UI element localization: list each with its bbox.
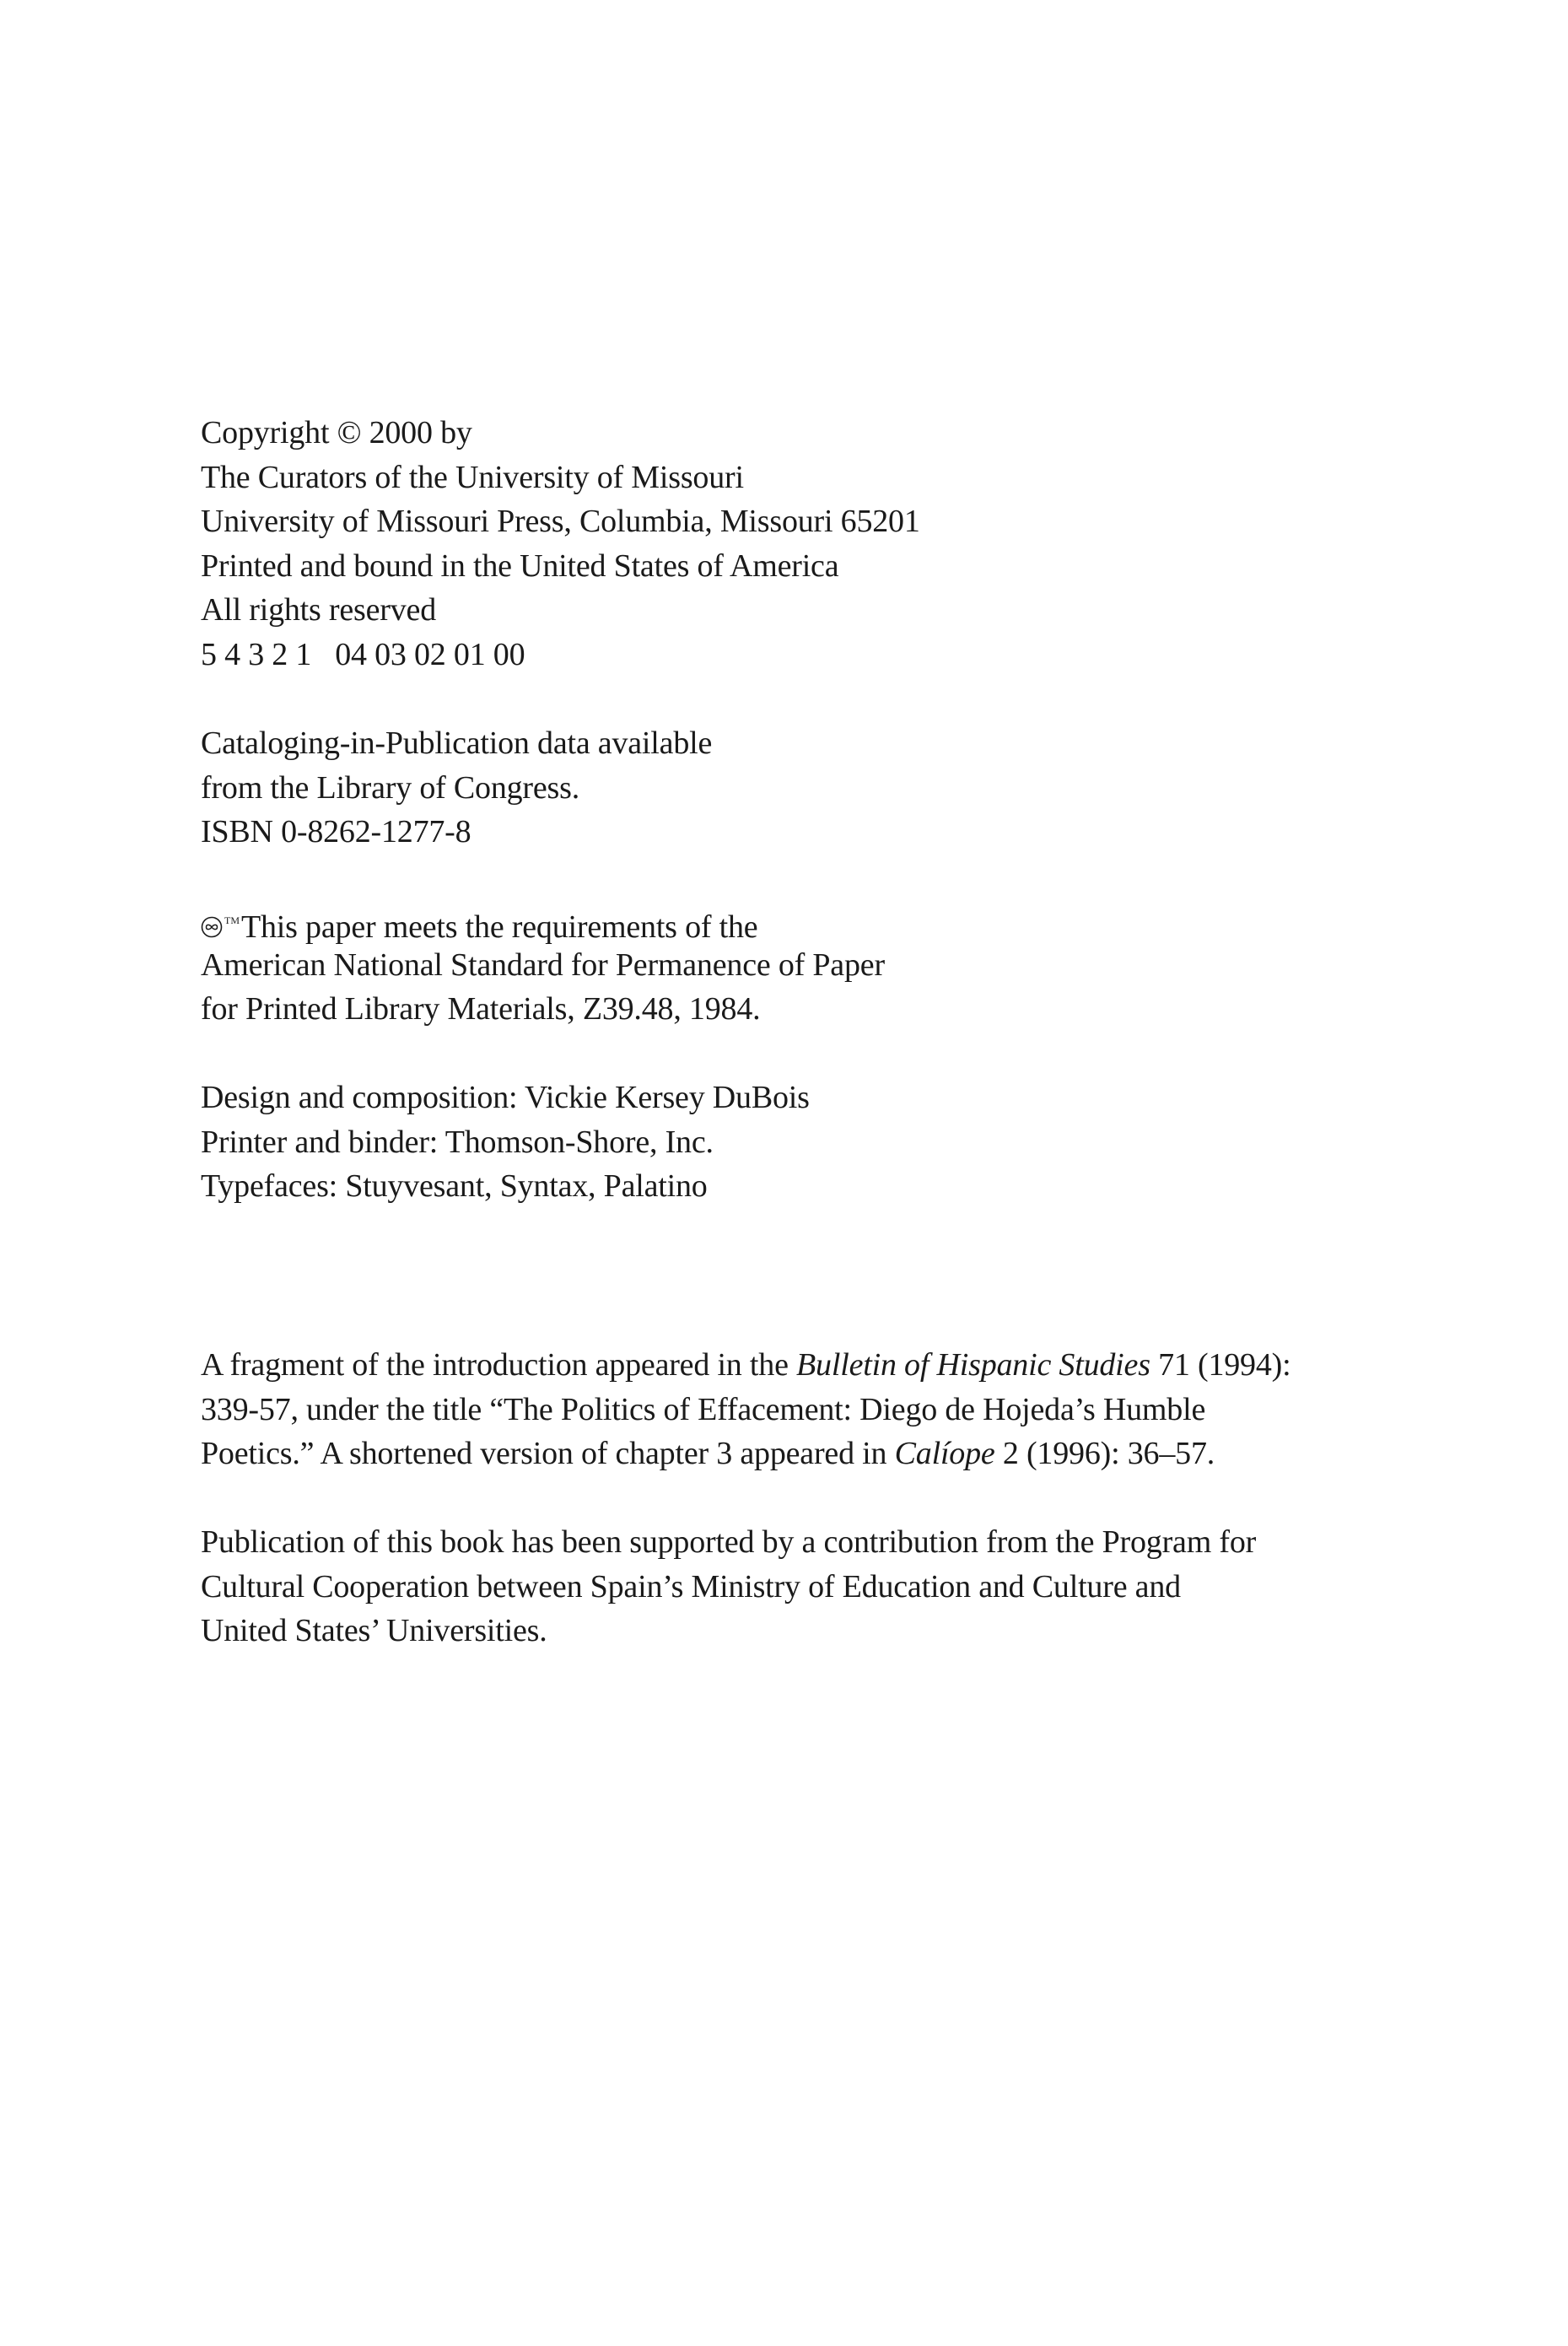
paper-line-1: [201, 898, 885, 943]
fragment-line-1: [201, 1343, 1291, 1388]
copyright-block: [201, 411, 920, 677]
support-line-2: Cultural Cooperation between Spain’s Ministry of Education and Culture and: [201, 1568, 1181, 1604]
fragment-line-2: 339-57, under the title “The Politics of Effacement: Diego de Hojeda’s Humble: [201, 1391, 1206, 1427]
cip-line-2: from the Library of Congress.: [201, 769, 580, 806]
printing-line: [201, 633, 920, 677]
journal-title-caliope: Calíope: [894, 1436, 995, 1471]
infinity-circle-icon: [201, 916, 223, 938]
publisher-address: University of Missouri Press, Columbia, Missouri 65201: [201, 504, 920, 539]
paper-line-3: for Printed Library Materials, Z39.48, 1984.: [201, 991, 761, 1027]
year-numbers: 04 03 02 01 00: [335, 636, 525, 672]
support-block: [201, 1520, 1256, 1653]
paper-text-1: This paper meets the requirements of the: [241, 909, 758, 945]
trademark-mark: TM: [224, 914, 240, 926]
copyright-line: Copyright © 2000 by: [201, 415, 472, 450]
paper-standard-block: [201, 898, 885, 1032]
design-credit: Design and composition: Vickie Kersey DuBois: [201, 1080, 810, 1115]
fragment-line-3: [201, 1432, 1291, 1476]
isbn: ISBN 0-8262-1277-8: [201, 814, 471, 849]
printing-numbers: 5 4 3 2 1: [201, 636, 312, 672]
typefaces-credit: Typefaces: Stuyvesant, Syntax, Palatino: [201, 1168, 708, 1204]
cip-line-1: Cataloging-in-Publication data available: [201, 725, 713, 761]
fragment-line-1-pre: A fragment of the introduction appeared in the: [201, 1347, 797, 1383]
support-line-1: Publication of this book has been supported by a contribution from the Program for: [201, 1524, 1257, 1560]
fragment-line-3-post: 2 (1996): 36–57.: [994, 1436, 1215, 1471]
printed-location: Printed and bound in the United States of America: [201, 547, 839, 584]
credits-block: [201, 1076, 810, 1209]
paper-line-2: American National Standard for Permanence of Paper: [201, 946, 885, 983]
journal-title-bulletin: Bulletin of Hispanic Studies: [796, 1347, 1150, 1383]
fragment-line-1-post: 71 (1994):: [1150, 1347, 1291, 1383]
printer-credit: Printer and binder: Thomson-Shore, Inc.: [201, 1124, 714, 1160]
rights-statement: All rights reserved: [201, 592, 437, 628]
cip-block: [201, 721, 712, 855]
fragment-line-3-pre: Poetics.” A shortened version of chapter 3 appeared in: [201, 1436, 895, 1471]
copyright-holder: The Curators of the University of Missouri: [201, 459, 744, 495]
support-line-3: United States’ Universities.: [201, 1613, 547, 1648]
prior-publication-block: [201, 1343, 1291, 1476]
